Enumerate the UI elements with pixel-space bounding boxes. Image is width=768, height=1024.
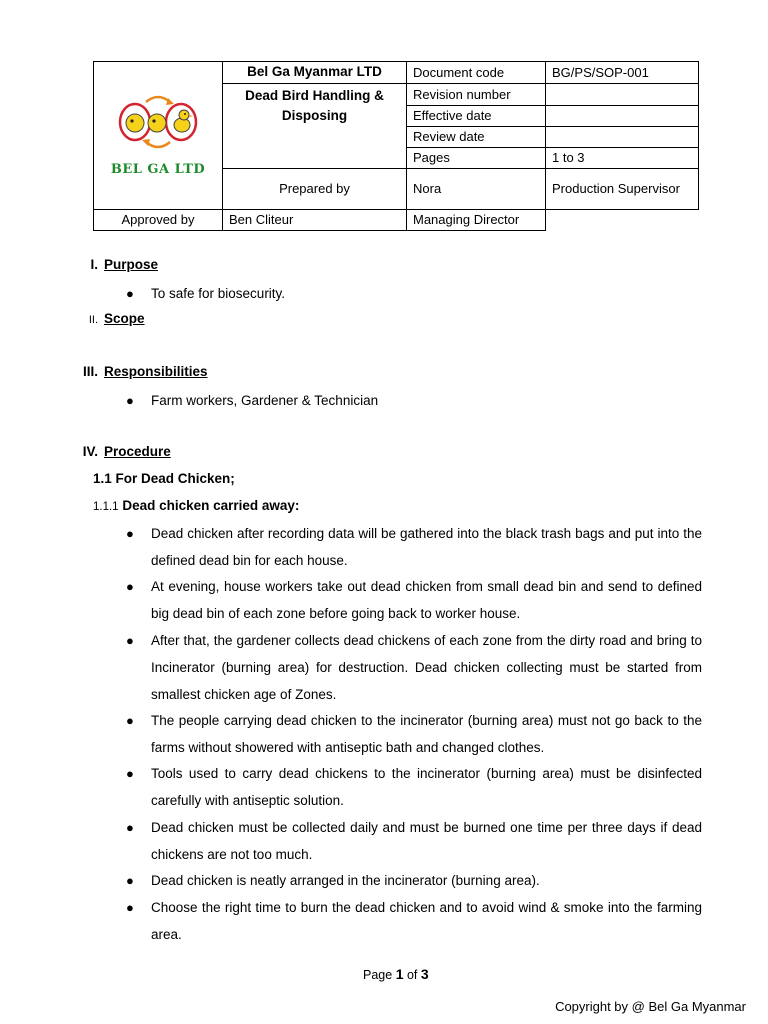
bullet-icon: ● <box>126 766 134 781</box>
approved-by-name: Ben Cliteur <box>223 210 407 231</box>
list-item: ● Tools used to carry dead chickens to the incinerator (burning area) must be disinfected carefully with antiseptic solution. <box>126 760 702 814</box>
section-responsibilities <box>62 364 208 379</box>
row-label: Revision number <box>407 84 546 106</box>
bullet-icon: ● <box>126 633 134 648</box>
row-label: Document code <box>407 62 546 84</box>
row-value <box>546 84 699 106</box>
section-procedure <box>62 444 171 459</box>
bullet-icon: ● <box>126 713 134 728</box>
document-title: Dead Bird Handling & Disposing <box>223 84 407 169</box>
approved-by-role: Managing Director <box>407 210 546 231</box>
bullet-icon: ● <box>126 526 134 541</box>
section-number: I. <box>90 257 98 272</box>
section-purpose <box>62 257 158 272</box>
bullet-icon: ● <box>126 579 134 594</box>
chick-egg-logo-icon <box>108 92 208 152</box>
list-item: ● Farm workers, Gardener & Technician <box>126 387 702 414</box>
list-item: ● At evening, house workers take out dead chicken from small dead bin and send to defined big dead bin of each zone before going back to worker house. <box>126 573 702 627</box>
list-item: ● After that, the gardener collects dead chickens of each zone from the dirty road and bring to Incinerator (burning area) for destruction. Dead chicken collecting must be started from smallest chicken age of Zones. <box>126 627 702 708</box>
list-item: ● Dead chicken after recording data will be gathered into the black trash bags and put into the defined dead bin for each house. <box>126 520 702 574</box>
prepared-by-label: Prepared by <box>223 169 407 210</box>
page-number: Page 1 of 3 <box>363 966 429 982</box>
section-number: IV. <box>82 444 98 459</box>
section-title: Responsibilities <box>104 364 208 379</box>
copyright-notice: Copyright by @ Bel Ga Myanmar <box>555 999 746 1014</box>
prepared-by-name: Nora <box>407 169 546 210</box>
bullet-icon: ● <box>126 900 134 915</box>
row-label: Review date <box>407 127 546 148</box>
list-item: ● To safe for biosecurity. <box>126 280 702 307</box>
bullet-icon: ● <box>126 286 134 301</box>
company-name: Bel Ga Myanmar LTD <box>223 62 407 84</box>
list-item: ● Choose the right time to burn the dead chicken and to avoid wind & smoke into the farming area. <box>126 894 702 948</box>
section-scope <box>62 311 145 326</box>
section-title: Purpose <box>104 257 159 272</box>
row-value <box>546 127 699 148</box>
list-item: ● The people carrying dead chicken to the incinerator (burning area) must not go back to the farms without showered with antiseptic bath and changed clothes. <box>126 707 702 761</box>
row-label: Effective date <box>407 106 546 127</box>
section-number: II. <box>88 314 98 326</box>
prepared-by-role: Production Supervisor <box>546 169 699 210</box>
row-value <box>546 106 699 127</box>
list-item: ● Dead chicken is neatly arranged in the incinerator (burning area). <box>126 867 702 894</box>
approved-by-label: Approved by <box>94 210 223 231</box>
bullet-icon: ● <box>126 873 134 888</box>
company-logo <box>94 62 223 210</box>
subsubsection-number: 1.1.1 <box>93 501 119 513</box>
logo-text: BEL GA LTD <box>110 161 206 177</box>
subsection-heading: 1.1 For Dead Chicken; <box>93 471 235 486</box>
row-label: Pages <box>407 148 546 169</box>
subsubsection-heading <box>93 498 299 513</box>
section-title: Scope <box>104 311 145 326</box>
subsubsection-title: Dead chicken carried away: <box>122 498 300 513</box>
bullet-icon: ● <box>126 820 134 835</box>
section-number: III. <box>82 364 98 379</box>
bullet-icon: ● <box>126 393 134 408</box>
section-title: Procedure <box>104 444 171 459</box>
row-value: BG/PS/SOP-001 <box>546 62 699 84</box>
document-header-table <box>93 61 698 231</box>
list-item: ● Dead chicken must be collected daily and must be burned one time per three days if dead chickens are not too much. <box>126 814 702 868</box>
row-value: 1 to 3 <box>546 148 699 169</box>
